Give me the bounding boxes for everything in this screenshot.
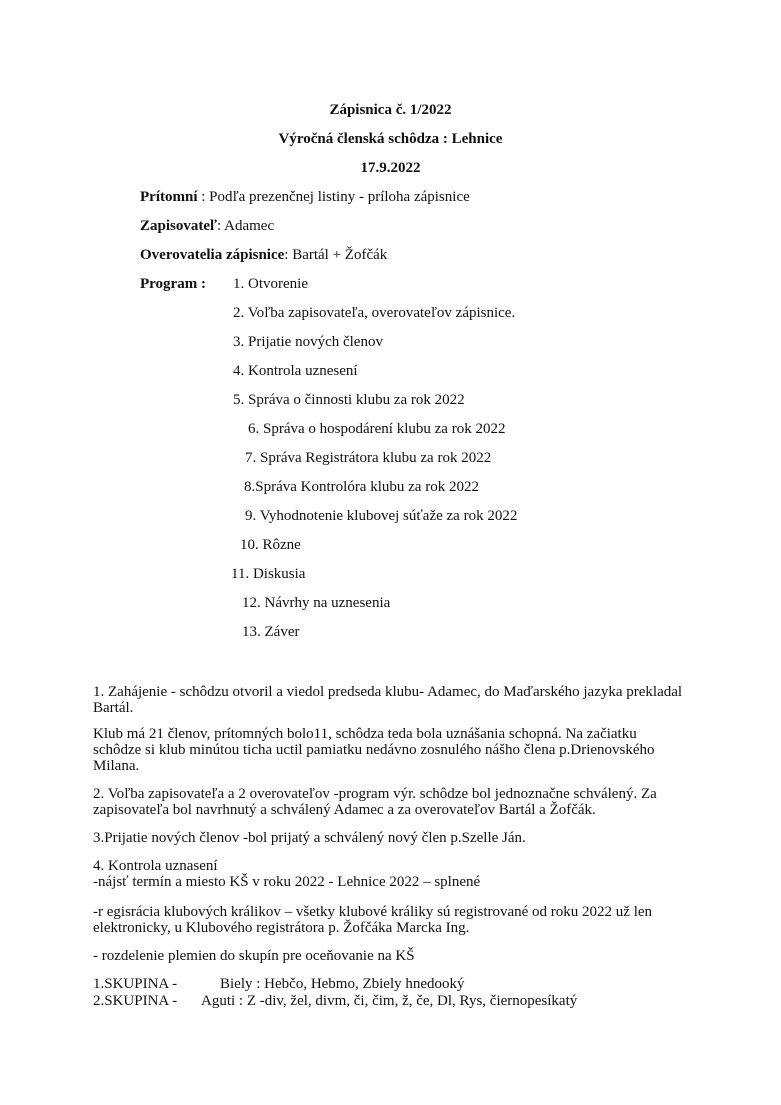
pritomni-value: : Podľa prezenčnej listiny - príloha zápisnice [197, 189, 470, 205]
document-subtitle: Výročná členská schôdza : Lehnice [278, 131, 503, 147]
text-line: 3.Prijatie nových členov -bol prijatý a schválený nový člen p.Szelle Ján. [93, 830, 526, 846]
program-item: 13. Záver [242, 624, 300, 640]
program-item: 1. Otvorenie [233, 276, 308, 292]
text-line: -r egisrácia klubových králikov – všetky klubové králiky sú registrované od roku 2022 už len [93, 904, 653, 920]
pritomni-label: Prítomní [140, 189, 198, 205]
program-item: 7. Správa Registrátora klubu za rok 2022 [245, 450, 492, 466]
text-line: elektronicky, u Klubového registrátora p. Žofčáka Marcka Ing. [93, 920, 470, 936]
program-item: 3. Prijatie nových členov [233, 334, 383, 350]
text-line: - rozdelenie plemien do skupín pre oceňovanie na KŠ [93, 948, 415, 964]
group-description: Biely : Hebčo, Hebmo, Zbiely hnedooký [220, 976, 465, 992]
overovatelia-line [140, 247, 387, 264]
program-item: 11. Diskusia [231, 566, 306, 582]
text-line: schôdze si klub minútou ticha uctil pamiatku nedávno zosnulého nášho člena p.Drienovského [93, 742, 655, 758]
text-line: Klub má 21 členov, prítomných bolo11, schôdza teda bola uznášania schopná. Na začiatku [93, 726, 637, 742]
group-name: 1.SKUPINA - [93, 976, 178, 992]
program-item: 6. Správa o hospodárení klubu za rok 2022 [248, 421, 506, 437]
program-item: 10. Rôzne [240, 537, 301, 553]
overovatelia-value: : Bartál + Žofčák [284, 247, 388, 263]
program-label: Program : [140, 276, 206, 292]
program-item: 4. Kontrola uznesení [233, 363, 358, 379]
program-item: 2. Voľba zapisovateľa, overovateľov zápisnice. [233, 305, 516, 321]
document-date: 17.9.2022 [360, 160, 421, 176]
zapisovatel-value: : Adamec [217, 218, 275, 234]
paragraph-zahajenie [93, 684, 703, 716]
text-line: -nájsť termín a miesto KŠ v roku 2022 - Lehnice 2022 – splnené [93, 874, 481, 890]
paragraph-prijatie [93, 830, 703, 846]
program-item: 8.Správa Kontrolóra klubu za rok 2022 [244, 479, 479, 495]
text-line: Milana. [93, 758, 140, 774]
text-line: 1. Zahájenie - schôdzu otvoril a viedol predseda klubu- Adamec, do Maďarského jazyka prekladal [93, 684, 683, 700]
pritomni-line [140, 189, 470, 206]
program-item: 9. Vyhodnotenie klubovej súťaže za rok 2022 [245, 508, 518, 524]
text-line: Bartál. [93, 700, 134, 716]
group-name: 2.SKUPINA - [93, 993, 178, 1009]
overovatelia-label: Overovatelia zápisnice [140, 247, 285, 263]
document-title: Zápisnica č. 1/2022 [329, 102, 452, 118]
paragraph-volba [93, 786, 703, 818]
paragraph-klub [93, 726, 703, 774]
group-description: Aguti : Z -div, žel, divm, či, čim, ž, če, Dl, Rys, čiernopesíkatý [201, 993, 578, 1009]
paragraph-kontrola [93, 858, 703, 890]
paragraph-rozdelenie [93, 948, 703, 964]
program-item: 12. Návrhy na uznesenia [242, 595, 391, 611]
program-item: 5. Správa o činnosti klubu za rok 2022 [233, 392, 465, 408]
paragraph-registracia [93, 904, 703, 936]
text-line: zapisovateľa bol navrhnutý a schválený Adamec a za overovateľov Bartál a Žofčák. [93, 802, 596, 818]
zapisovatel-line [140, 218, 274, 235]
text-line: 4. Kontrola uznasení [93, 858, 218, 874]
zapisovatel-label: Zapisovateľ [140, 218, 218, 234]
text-line: 2. Voľba zapisovateľa a 2 overovateľov -program výr. schôdze bol jednoznačne schválený. Za [93, 786, 657, 802]
